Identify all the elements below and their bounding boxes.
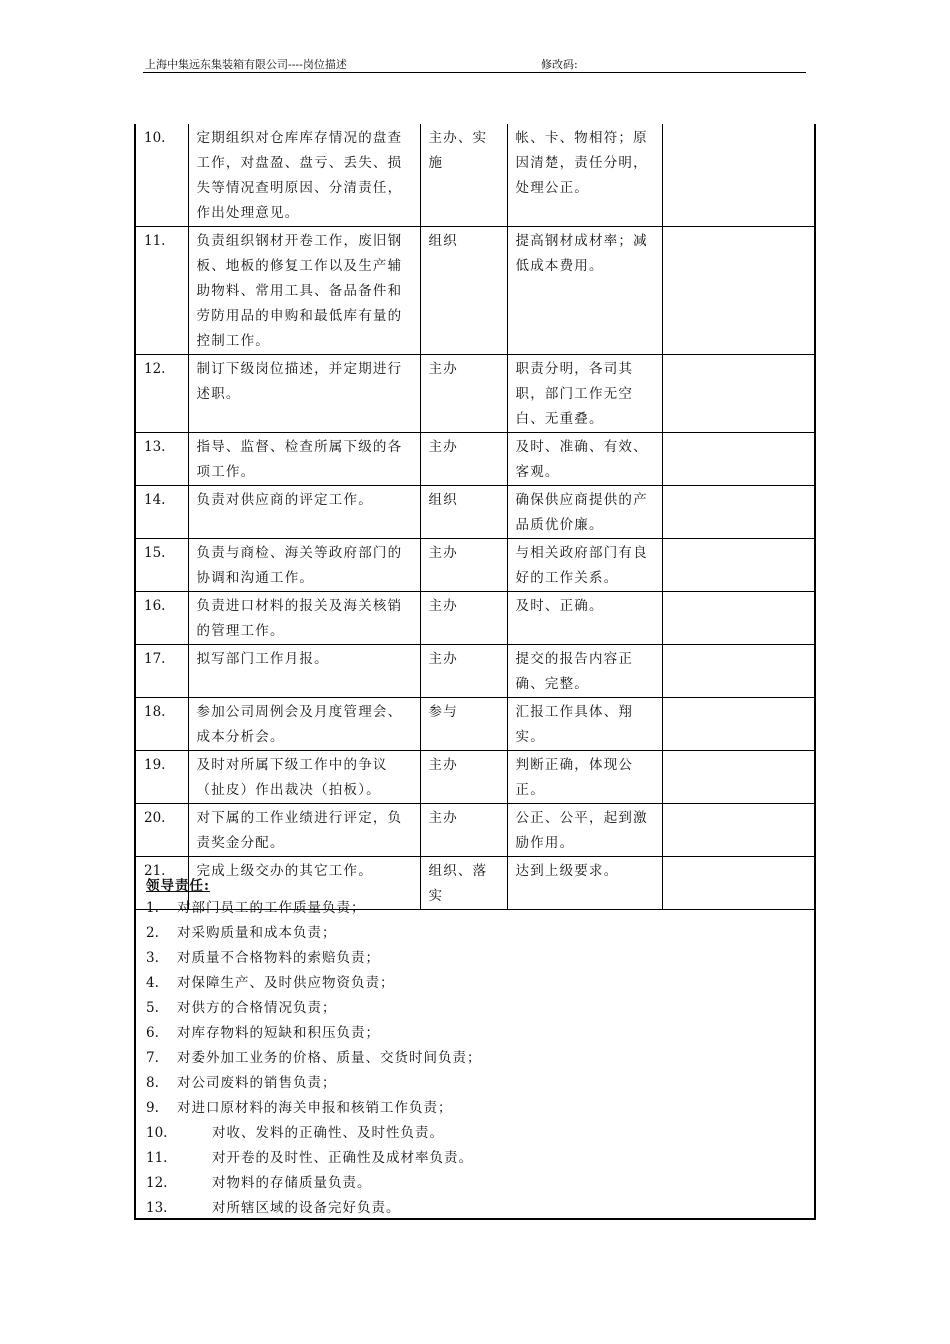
duty-description: 对下属的工作业绩进行评定，负责奖金分配。	[188, 804, 420, 857]
duty-role: 参与	[420, 698, 507, 751]
item-number: 2.	[146, 925, 159, 941]
duty-description: 负责组织钢材开卷工作，废旧钢板、地板的修复工作以及生产辅助物料、常用工具、备品备件和劳防用品的申购和最低库有量的控制工作。	[188, 227, 420, 355]
item-text: 对保障生产、及时供应物资负责；	[177, 975, 395, 991]
table-row	[136, 645, 814, 698]
duty-role: 主办	[420, 645, 507, 698]
duty-standard: 及时、准确、有效、客观。	[507, 433, 662, 486]
duty-standard: 达到上级要求。	[507, 857, 662, 910]
list-item	[146, 1196, 401, 1221]
list-item	[146, 1021, 380, 1046]
list-item	[146, 1071, 337, 1096]
row-number: 14.	[136, 486, 188, 539]
row-number: 16.	[136, 592, 188, 645]
duty-role: 主办	[420, 539, 507, 592]
table-row	[136, 698, 814, 751]
duty-role: 主办	[420, 804, 507, 857]
row-number: 10.	[136, 124, 188, 227]
duty-standard: 公正、公平，起到激励作用。	[507, 804, 662, 857]
item-number: 5.	[146, 1000, 159, 1016]
duty-standard: 职责分明，各司其职，部门工作无空白、无重叠。	[507, 355, 662, 433]
duty-description: 定期组织对仓库库存情况的盘查工作，对盘盈、盘亏、丢失、损失等情况查明原因、分清责任，作出处理意见。	[188, 124, 420, 227]
duty-note	[662, 804, 814, 857]
duty-description: 负责与商检、海关等政府部门的协调和沟通工作。	[188, 539, 420, 592]
row-number: 18.	[136, 698, 188, 751]
duty-role: 组织	[420, 486, 507, 539]
item-text: 对供方的合格情况负责；	[177, 1000, 337, 1016]
list-item	[146, 971, 395, 996]
document-frame	[134, 124, 816, 1220]
duty-standard: 提交的报告内容正确、完整。	[507, 645, 662, 698]
duty-standard: 提高钢材成材率；减低成本费用。	[507, 227, 662, 355]
item-number: 6.	[146, 1025, 159, 1041]
item-text: 对部门员工的工作质量负责；	[177, 900, 366, 916]
item-number: 7.	[146, 1050, 159, 1066]
duty-note	[662, 124, 814, 227]
list-item	[146, 1171, 372, 1196]
item-text: 对委外加工业务的价格、质量、交货时间负责；	[177, 1050, 482, 1066]
item-number: 12.	[146, 1175, 168, 1191]
duty-description: 拟写部门工作月报。	[188, 645, 420, 698]
row-number: 13.	[136, 433, 188, 486]
duty-note	[662, 857, 814, 910]
duty-note	[662, 539, 814, 592]
table-row	[136, 486, 814, 539]
duty-note	[662, 698, 814, 751]
duty-note	[662, 592, 814, 645]
table-row	[136, 751, 814, 804]
item-text: 对质量不合格物料的索赔负责；	[177, 950, 380, 966]
duty-role: 组织、落实	[420, 857, 507, 910]
duty-standard: 汇报工作具体、翔实。	[507, 698, 662, 751]
item-text: 对进口原材料的海关申报和核销工作负责；	[177, 1100, 453, 1116]
table-row	[136, 124, 814, 227]
item-number: 13.	[146, 1200, 168, 1216]
list-item	[146, 1146, 473, 1171]
item-number: 11.	[146, 1150, 168, 1166]
list-item	[146, 1121, 444, 1146]
row-number: 12.	[136, 355, 188, 433]
page-header	[143, 54, 806, 73]
duty-standard: 确保供应商提供的产品质优价廉。	[507, 486, 662, 539]
item-number: 9.	[146, 1100, 159, 1116]
duty-note	[662, 751, 814, 804]
duty-description: 及时对所属下级工作中的争议（扯皮）作出裁决（拍板）。	[188, 751, 420, 804]
item-text: 对收、发料的正确性、及时性负责。	[212, 1125, 444, 1141]
duty-description: 制订下级岗位描述，并定期进行述职。	[188, 355, 420, 433]
duty-standard: 及时、正确。	[507, 592, 662, 645]
item-text: 对库存物料的短缺和积压负责；	[177, 1025, 380, 1041]
item-text: 对物料的存储质量负责。	[212, 1175, 372, 1191]
duty-description: 指导、监督、检查所属下级的各项工作。	[188, 433, 420, 486]
duty-standard: 帐、卡、物相符；原因清楚，责任分明，处理公正。	[507, 124, 662, 227]
table-row	[136, 433, 814, 486]
leadership-title: 领导责任:	[146, 878, 210, 894]
duty-role: 主办	[420, 592, 507, 645]
duty-role: 主办、实施	[420, 124, 507, 227]
duty-description: 参加公司周例会及月度管理会、成本分析会。	[188, 698, 420, 751]
table-row	[136, 804, 814, 857]
item-number: 4.	[146, 975, 159, 991]
item-number: 1.	[146, 900, 159, 916]
table-row	[136, 227, 814, 355]
row-number: 20.	[136, 804, 188, 857]
table-row	[136, 592, 814, 645]
list-item	[146, 1096, 453, 1121]
duty-description: 完成上级交办的其它工作。	[188, 857, 420, 910]
duty-role: 主办	[420, 433, 507, 486]
duty-description: 负责对供应商的评定工作。	[188, 486, 420, 539]
row-number: 17.	[136, 645, 188, 698]
duty-role: 主办	[420, 355, 507, 433]
item-number: 8.	[146, 1075, 159, 1091]
list-item	[146, 946, 380, 971]
duty-description: 负责进口材料的报关及海关核销的管理工作。	[188, 592, 420, 645]
duty-role: 组织	[420, 227, 507, 355]
duty-role: 主办	[420, 751, 507, 804]
duty-note	[662, 355, 814, 433]
list-item	[146, 996, 337, 1021]
duty-note	[662, 433, 814, 486]
duty-note	[662, 486, 814, 539]
row-number: 19.	[136, 751, 188, 804]
item-text: 对采购质量和成本负责；	[177, 925, 337, 941]
item-number: 3.	[146, 950, 159, 966]
duty-standard: 判断正确，体现公正。	[507, 751, 662, 804]
item-text: 对开卷的及时性、正确性及成材率负责。	[212, 1150, 473, 1166]
table-row	[136, 539, 814, 592]
duty-note	[662, 227, 814, 355]
duty-note	[662, 645, 814, 698]
company-title: 上海中集远东集装箱有限公司----岗位描述	[145, 58, 347, 71]
item-text: 对公司废料的销售负责；	[177, 1075, 337, 1091]
row-number: 15.	[136, 539, 188, 592]
revision-code-label: 修改码:	[541, 58, 578, 71]
row-number: 11.	[136, 227, 188, 355]
duty-standard: 与相关政府部门有良好的工作关系。	[507, 539, 662, 592]
table-row	[136, 355, 814, 433]
duties-table	[136, 124, 814, 910]
item-text: 对所辖区域的设备完好负责。	[212, 1200, 401, 1216]
row-number: 21.	[136, 857, 188, 910]
list-item	[146, 896, 366, 921]
item-number: 10.	[146, 1125, 168, 1141]
list-item	[146, 921, 337, 946]
list-item	[146, 1046, 482, 1071]
